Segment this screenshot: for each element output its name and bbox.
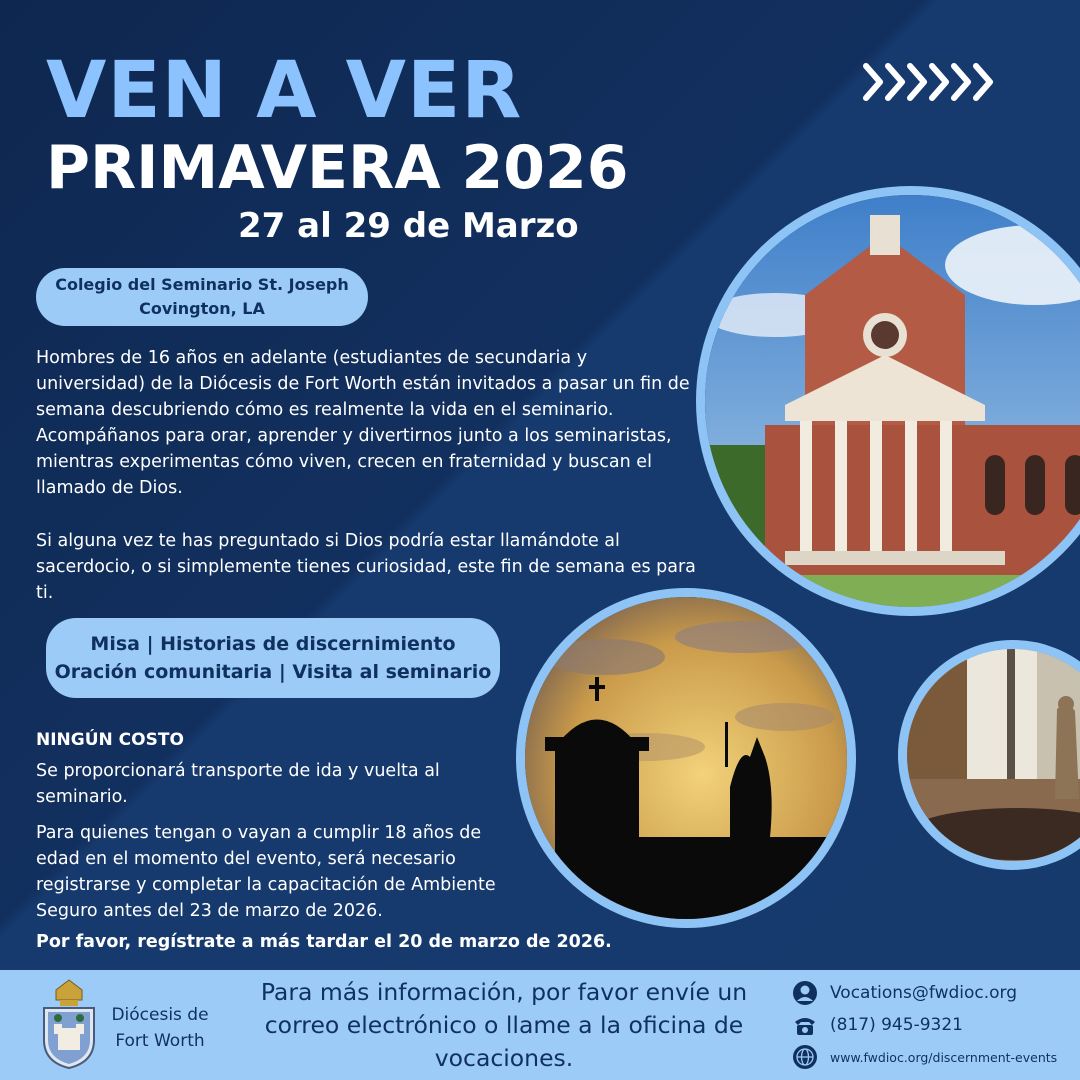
activities-badge — [46, 618, 500, 698]
location-badge — [36, 268, 368, 326]
email-contact[interactable] — [792, 980, 1017, 1006]
title-ven-a-ver: VEN A VER — [46, 46, 523, 136]
intro-paragraph: Hombres de 16 años en adelante (estudiantes de secundaria y universidad) de la Diócesis de Fort Worth están invitados a pasar un fin de semana descubriendo cómo es realmente la vida en el seminario. Acompáñanos para orar, aprender y divertirnos junto a los seminaristas, mientras experimentas cómo viven, crecen en fraternidad y buscan el llamado de Dios. — [36, 348, 690, 498]
phone-number[interactable]: (817) 945-9321 — [830, 1015, 963, 1035]
registration-deadline: Por favor, regístrate a más tardar el 20 de marzo de 2026. — [36, 932, 612, 952]
location-city: Covington, LA — [139, 299, 265, 318]
diocese-crest-icon — [38, 978, 100, 1070]
website-link[interactable]: www.fwdioc.org/discernment-events — [830, 1049, 1058, 1065]
contact-info-text: Para más información, por favor envíe un correo electrónico o llame a la oficina de vocaciones. — [260, 978, 748, 1072]
no-cost-heading: NINGÚN COSTO — [36, 730, 184, 750]
transport-note: Se proporcionará transporte de ida y vuelta al seminario. — [36, 761, 440, 807]
globe-icon — [792, 1044, 818, 1070]
safe-environment-note: Para quienes tengan o vayan a cumplir 18 años de edad en el momento del evento, será necesario registrarse y completar la capacitación de Ambiente Seguro antes del 23 de marzo de 2026. — [36, 823, 496, 921]
location-name: Colegio del Seminario St. Joseph — [55, 275, 349, 294]
website-contact[interactable] — [792, 1044, 1057, 1070]
title-primavera: PRIMAVERA 2026 — [46, 133, 629, 203]
diocese-name — [108, 1002, 212, 1054]
diocese-line2: Fort Worth — [115, 1031, 205, 1051]
activities-line2: Oración comunitaria | Visita al seminario — [54, 661, 492, 683]
email-link[interactable]: Vocations@fwdioc.org — [830, 983, 1018, 1003]
event-dates: 27 al 29 de Marzo — [238, 206, 579, 246]
person-icon — [792, 980, 818, 1006]
phone-icon — [792, 1012, 818, 1038]
chevron-right-icon — [860, 60, 1005, 104]
diocese-line1: Diócesis de — [111, 1005, 209, 1025]
sunset-silhouette-photo — [516, 588, 856, 928]
calling-paragraph: Si alguna vez te has preguntado si Dios podría estar llamándote al sacerdocio, o si simplemente tienes curiosidad, este fin de semana es para ti. — [36, 531, 696, 603]
activities-line1: Misa | Historias de discernimiento — [90, 633, 456, 655]
phone-contact[interactable] — [792, 1012, 963, 1038]
